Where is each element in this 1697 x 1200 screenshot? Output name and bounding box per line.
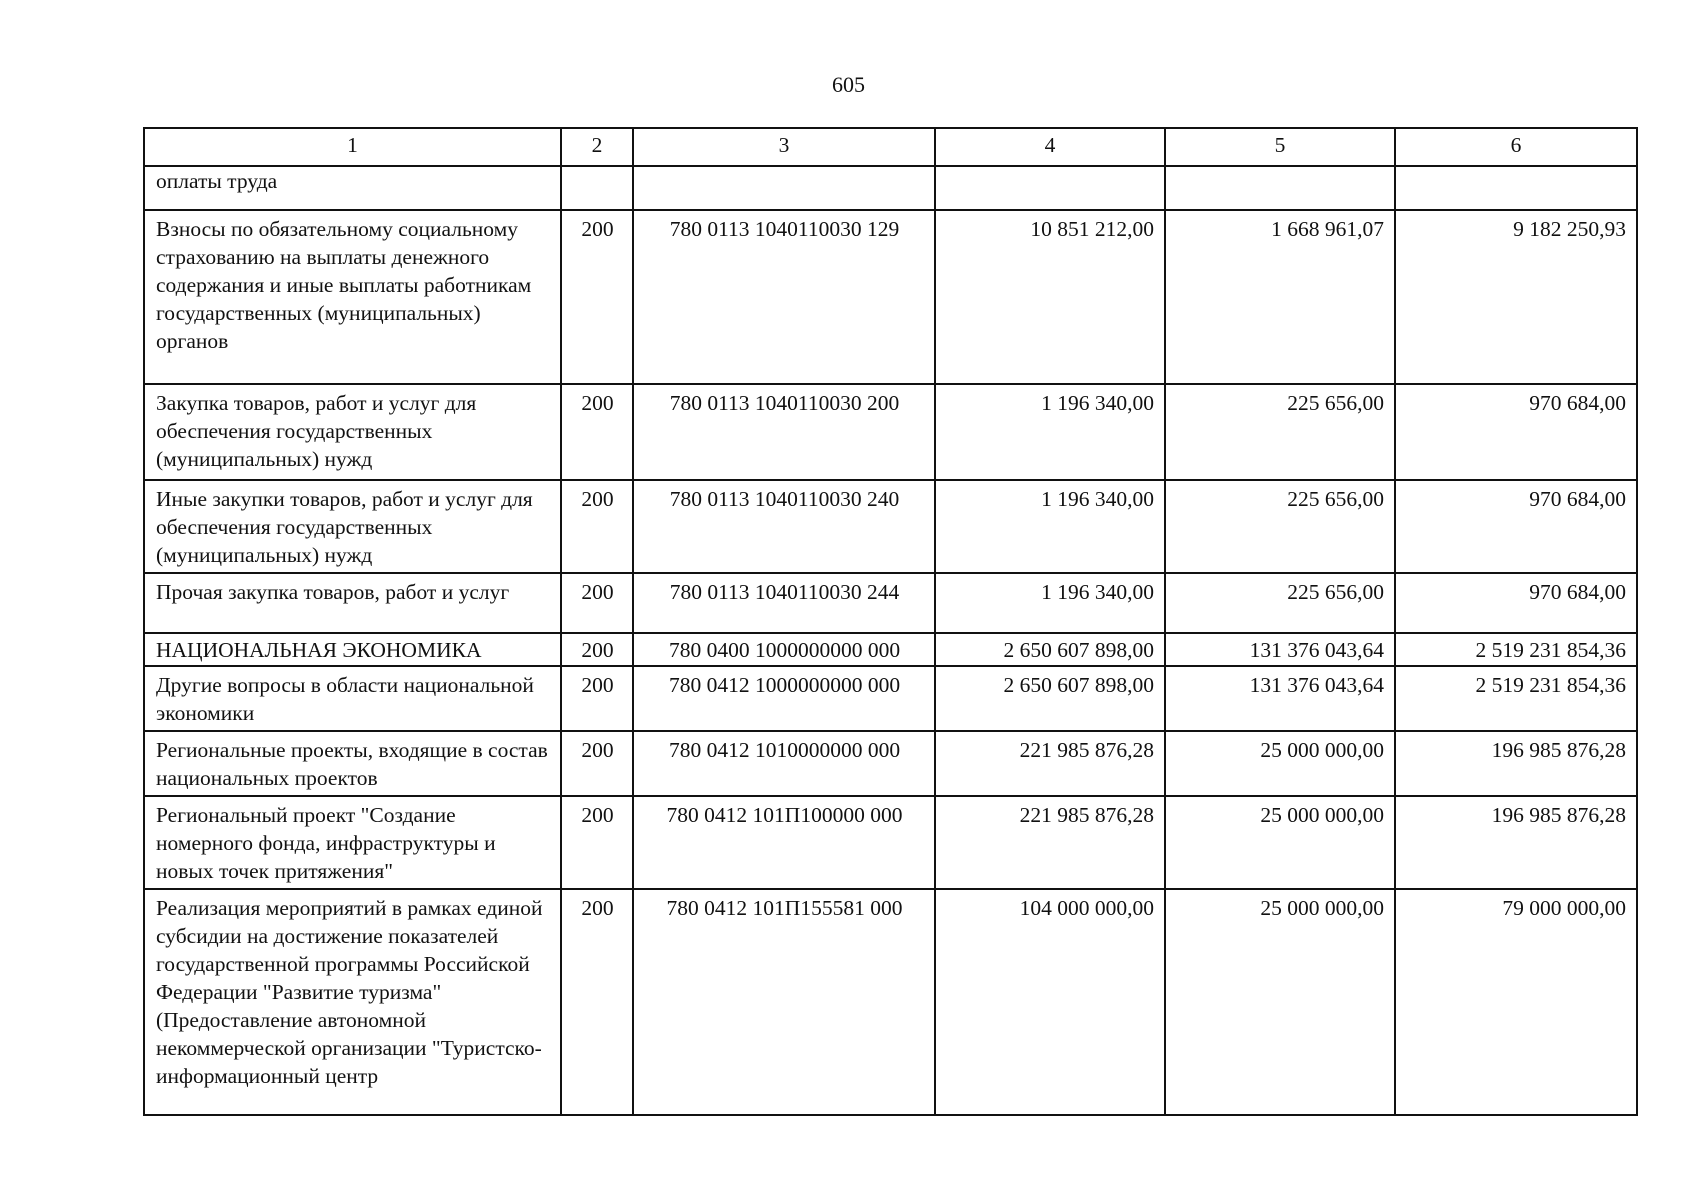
table-row (144, 210, 1637, 384)
row-col4-cell: 2 650 607 898,00 (935, 666, 1165, 731)
row-col4-cell (935, 166, 1165, 210)
row-name-cell: Региональный проект "Создание номерного фонда, инфраструктуры и новых точек притяжения" (144, 796, 561, 889)
row-name-cell: Прочая закупка товаров, работ и услуг (144, 573, 561, 633)
row-col6-cell: 196 985 876,28 (1395, 796, 1637, 889)
header-col-3: 3 (633, 128, 935, 166)
row-col6-cell: 970 684,00 (1395, 384, 1637, 480)
row-group-cell: 200 (561, 633, 633, 666)
table-row (144, 573, 1637, 633)
row-group-cell: 200 (561, 731, 633, 796)
row-col6-cell: 196 985 876,28 (1395, 731, 1637, 796)
row-name-cell: Другие вопросы в области национальной экономики (144, 666, 561, 731)
row-code-cell (633, 166, 935, 210)
table-row (144, 889, 1637, 1115)
row-group-cell (561, 166, 633, 210)
header-col-2: 2 (561, 128, 633, 166)
table-row (144, 633, 1637, 666)
row-col4-cell: 10 851 212,00 (935, 210, 1165, 384)
row-col6-cell: 970 684,00 (1395, 573, 1637, 633)
row-col5-cell: 1 668 961,07 (1165, 210, 1395, 384)
row-col6-cell: 970 684,00 (1395, 480, 1637, 573)
row-col6-cell: 79 000 000,00 (1395, 889, 1637, 1115)
header-col-4: 4 (935, 128, 1165, 166)
row-code-cell: 780 0412 101П155581 000 (633, 889, 935, 1115)
table-row (144, 666, 1637, 731)
page-number: 605 (832, 72, 865, 97)
row-code-cell: 780 0113 1040110030 240 (633, 480, 935, 573)
header-col-6: 6 (1395, 128, 1637, 166)
budget-table (143, 127, 1638, 1116)
header-col-5: 5 (1165, 128, 1395, 166)
row-col5-cell: 131 376 043,64 (1165, 633, 1395, 666)
row-code-cell: 780 0113 1040110030 200 (633, 384, 935, 480)
row-col4-cell: 1 196 340,00 (935, 480, 1165, 573)
row-col4-cell: 2 650 607 898,00 (935, 633, 1165, 666)
row-group-cell: 200 (561, 796, 633, 889)
row-col5-cell: 225 656,00 (1165, 480, 1395, 573)
row-col5-cell: 25 000 000,00 (1165, 731, 1395, 796)
row-name-cell: Закупка товаров, работ и услуг для обеспечения государственных (муниципальных) нужд (144, 384, 561, 480)
table-row (144, 480, 1637, 573)
row-name-cell: оплаты труда (144, 166, 561, 210)
row-col4-cell: 221 985 876,28 (935, 796, 1165, 889)
row-group-cell: 200 (561, 210, 633, 384)
row-col5-cell: 225 656,00 (1165, 573, 1395, 633)
row-name-cell: Иные закупки товаров, работ и услуг для обеспечения государственных (муниципальных) нужд (144, 480, 561, 573)
row-code-cell: 780 0113 1040110030 129 (633, 210, 935, 384)
row-group-cell: 200 (561, 889, 633, 1115)
row-name-cell: Региональные проекты, входящие в состав национальных проектов (144, 731, 561, 796)
row-col5-cell: 25 000 000,00 (1165, 796, 1395, 889)
row-col4-cell: 104 000 000,00 (935, 889, 1165, 1115)
row-col6-cell: 2 519 231 854,36 (1395, 633, 1637, 666)
row-code-cell: 780 0400 1000000000 000 (633, 633, 935, 666)
row-col6-cell: 9 182 250,93 (1395, 210, 1637, 384)
row-col4-cell: 1 196 340,00 (935, 384, 1165, 480)
row-code-cell: 780 0412 1010000000 000 (633, 731, 935, 796)
row-group-cell: 200 (561, 573, 633, 633)
table-row (144, 384, 1637, 480)
row-name-cell: НАЦИОНАЛЬНАЯ ЭКОНОМИКА (144, 633, 561, 666)
table-row (144, 796, 1637, 889)
row-group-cell: 200 (561, 480, 633, 573)
row-code-cell: 780 0113 1040110030 244 (633, 573, 935, 633)
table-row (144, 166, 1637, 210)
row-col6-cell: 2 519 231 854,36 (1395, 666, 1637, 731)
row-col5-cell (1165, 166, 1395, 210)
header-col-1: 1 (144, 128, 561, 166)
row-group-cell: 200 (561, 666, 633, 731)
row-code-cell: 780 0412 1000000000 000 (633, 666, 935, 731)
row-code-cell: 780 0412 101П100000 000 (633, 796, 935, 889)
row-name-cell: Взносы по обязательному социальному страхованию на выплаты денежного содержания и иные выплаты работникам государственных (муниципальных) органов (144, 210, 561, 384)
row-name-cell: Реализация мероприятий в рамках единой субсидии на достижение показателей государственной программы Российской Федерации "Развитие туризма" (Предоставление автономной некоммерческой организации "Туристско-информационный центр (144, 889, 561, 1115)
row-col5-cell: 225 656,00 (1165, 384, 1395, 480)
row-col5-cell: 131 376 043,64 (1165, 666, 1395, 731)
row-col4-cell: 221 985 876,28 (935, 731, 1165, 796)
row-col4-cell: 1 196 340,00 (935, 573, 1165, 633)
header-row (144, 128, 1637, 166)
row-col6-cell (1395, 166, 1637, 210)
row-col5-cell: 25 000 000,00 (1165, 889, 1395, 1115)
table-row (144, 731, 1637, 796)
row-group-cell: 200 (561, 384, 633, 480)
